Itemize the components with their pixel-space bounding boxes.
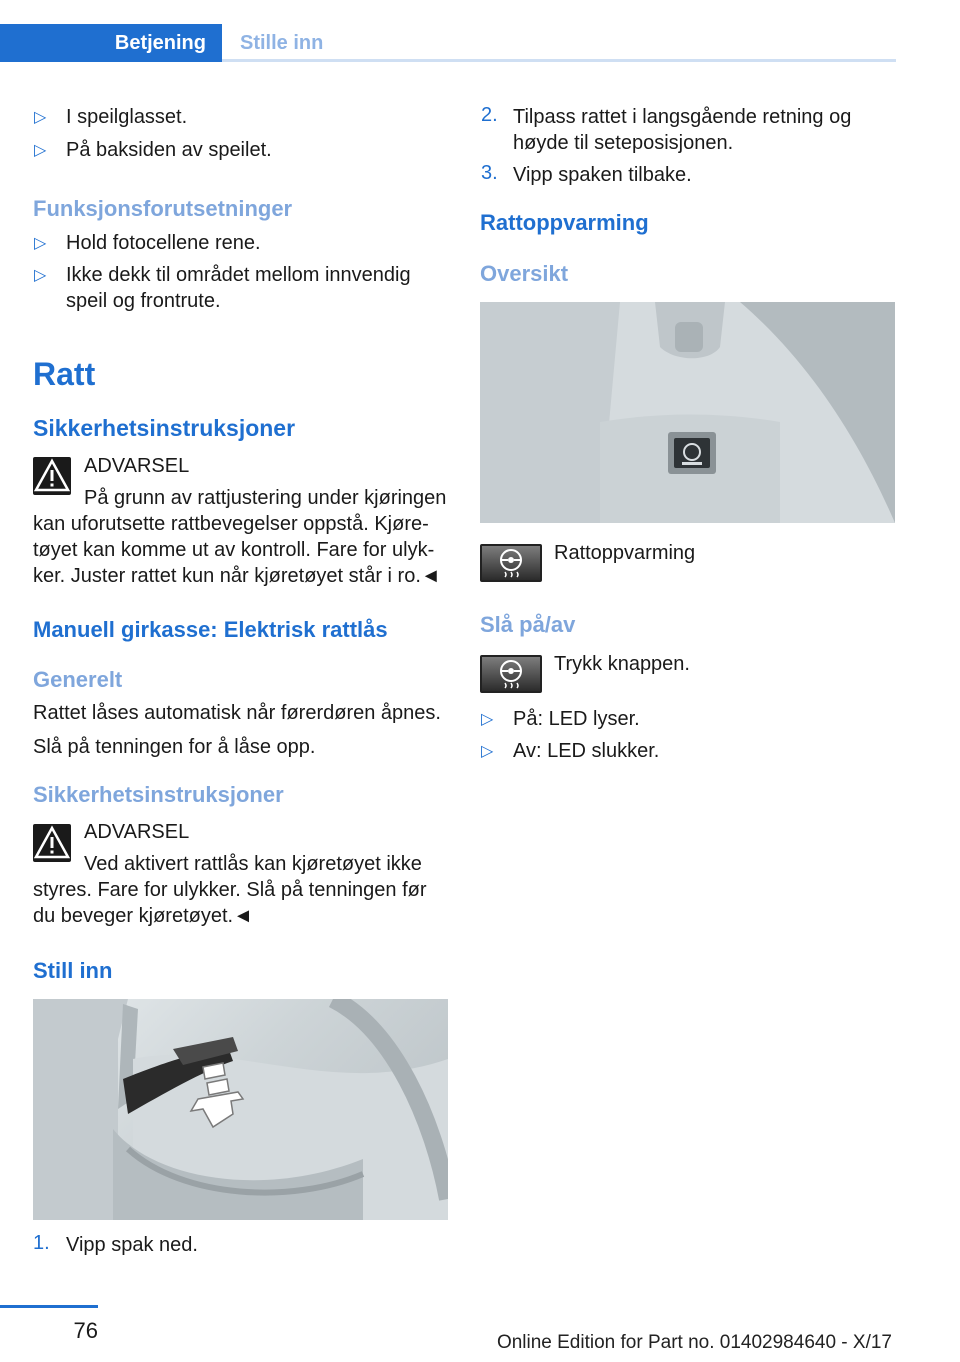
warning-label: ADVARSEL: [84, 821, 190, 843]
warning-text: På grunn av rattjustering under kjøringen: [84, 487, 447, 509]
subsection-heading: Generelt: [33, 667, 123, 692]
subsection-heading: Sikkerhetsinstruksjoner: [33, 782, 284, 807]
steering-lever-illustration: [33, 999, 448, 1220]
step-number: 3.: [481, 162, 498, 184]
list-item: På baksiden av speilet.: [66, 139, 272, 161]
subsection-heading: Oversikt: [480, 261, 569, 286]
list-item: På: LED lyser.: [513, 708, 640, 730]
section-heading: Sikkerhetsinstruksjoner: [33, 415, 296, 441]
header-divider: [222, 59, 896, 62]
edition-info: Online Edition for Part no. 01402984640 - X/17: [496, 1332, 892, 1353]
warning-icon: [33, 457, 71, 495]
bullet-icon: ▷: [34, 142, 47, 159]
page-number: 76: [73, 1318, 98, 1343]
list-item-continuation: speil og frontrute.: [66, 290, 221, 312]
icon-caption: Rattoppvarming: [554, 542, 696, 564]
paragraph: Slå på tenningen for å låse opp.: [33, 736, 316, 758]
warning-text: tøyet kan komme ut av kontroll. Fare for ulyk‐: [33, 539, 435, 561]
section-heading: Still inn: [33, 958, 113, 983]
subsection-heading: Slå på/av: [480, 612, 576, 637]
step-text: Tilpass rattet i langsgående retning og: [513, 106, 852, 128]
warning-text: styres. Fare for ulykker. Slå på tenningen før: [33, 879, 427, 901]
warning-label: ADVARSEL: [84, 455, 190, 477]
section-heading: Funksjonsforutsetninger: [33, 196, 293, 221]
step-number: 1.: [33, 1232, 50, 1254]
bullet-icon: ▷: [34, 109, 47, 126]
instruction-text: Trykk knappen.: [554, 653, 690, 675]
heating-button-illustration: [480, 302, 895, 523]
step-text: Vipp spak ned.: [66, 1234, 198, 1256]
warning-text: kan uforutsette rattbevegelser oppstå. Kjøre‐: [33, 513, 429, 535]
warning-text: Ved aktivert rattlås kan kjøretøyet ikke: [84, 853, 422, 875]
list-item: Hold fotocellene rene.: [66, 232, 261, 254]
tab-betjening[interactable]: Betjening: [0, 24, 222, 62]
section-heading: Rattoppvarming: [480, 210, 649, 235]
bullet-icon: ▷: [481, 711, 494, 728]
list-item: I speilglasset.: [66, 106, 188, 128]
tab-stille-inn[interactable]: Stille inn: [240, 31, 324, 54]
warning-text: ker. Juster rattet kun når kjøretøyet står i ro.◄: [33, 565, 441, 587]
bullet-icon: ▷: [34, 267, 47, 284]
bullet-icon: ▷: [481, 743, 494, 760]
step-text: Vipp spaken tilbake.: [513, 164, 692, 186]
step-text: høyde til seteposisjonen.: [513, 132, 734, 154]
footer-divider: [0, 1305, 98, 1308]
steering-wheel-heat-icon: [480, 544, 542, 582]
steering-wheel-heat-button[interactable]: [480, 655, 542, 693]
paragraph: Rattet låses automatisk når førerdøren åpnes.: [33, 702, 441, 724]
bullet-icon: ▷: [34, 235, 47, 252]
warning-text: du beveger kjøretøyet.◄: [33, 905, 253, 927]
chapter-title: Ratt: [33, 356, 96, 392]
warning-icon: [33, 824, 71, 862]
list-item: Av: LED slukker.: [513, 740, 660, 762]
step-number: 2.: [481, 104, 498, 126]
list-item: Ikke dekk til området mellom innvendig: [66, 264, 411, 286]
section-heading: Manuell girkasse: Elektrisk rattlås: [33, 617, 388, 642]
